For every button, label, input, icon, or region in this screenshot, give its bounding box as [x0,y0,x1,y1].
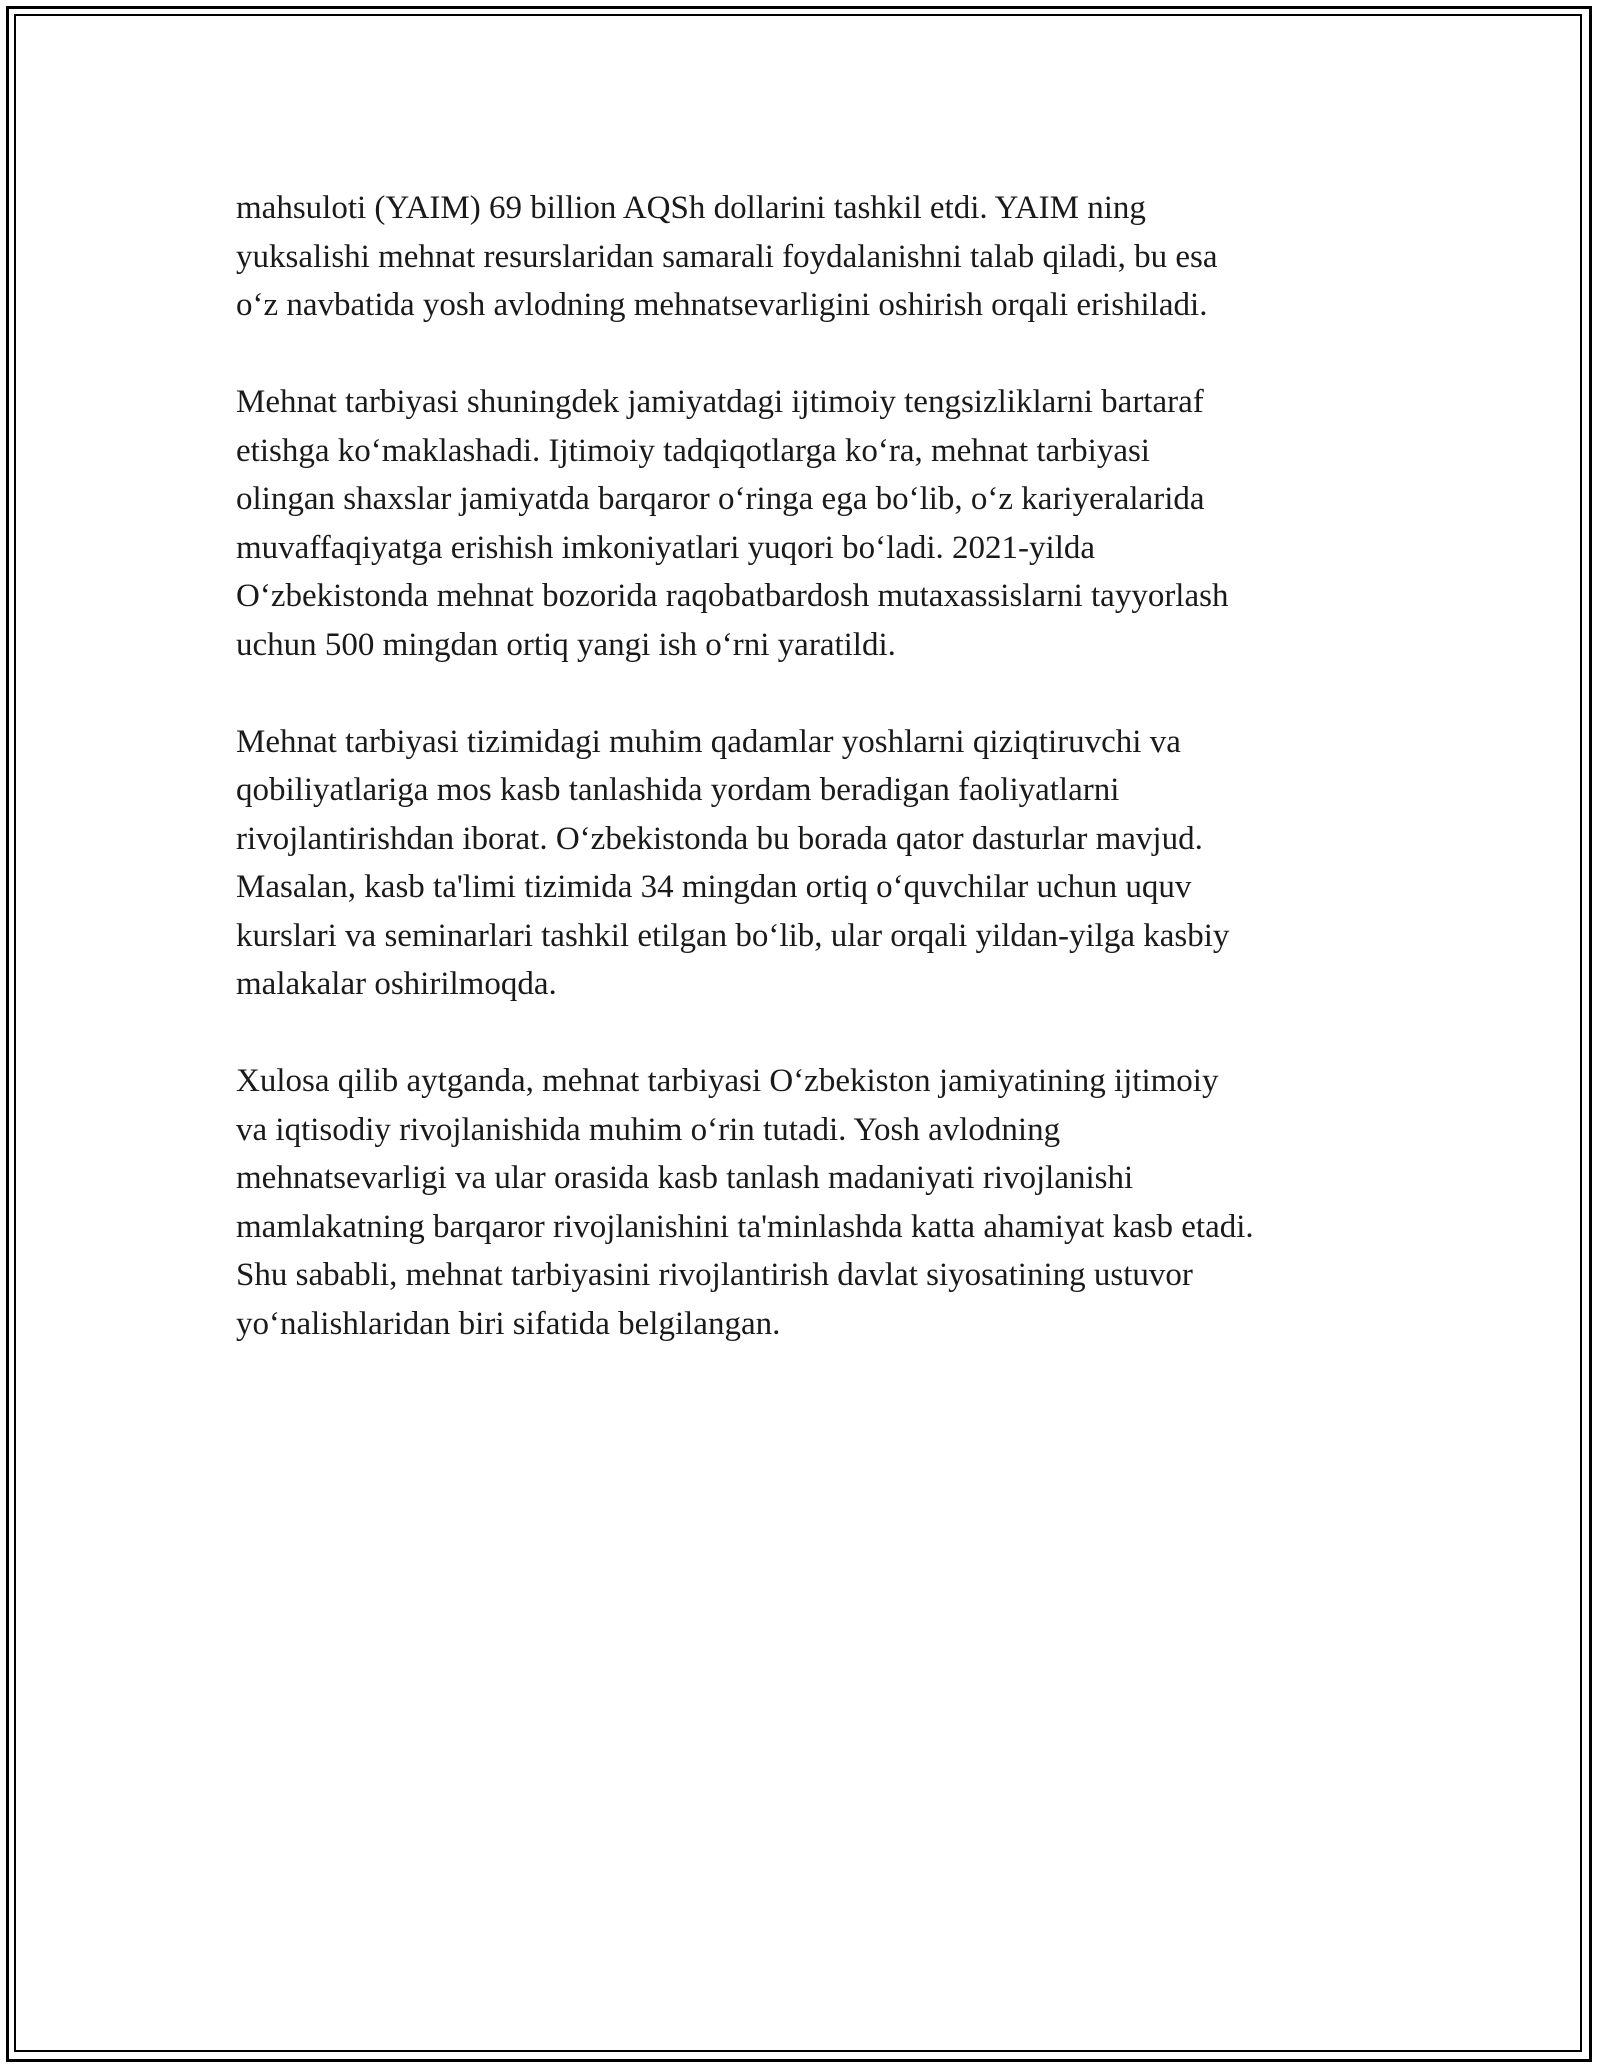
text-line: va iqtisodiy rivojlanishida muhim oʻrin tutadi. Yosh avlodning [236,1111,1061,1148]
text-line: mamlakatning barqaror rivojlanishini ta'minlashda katta ahamiyat kasb etadi. [236,1208,1254,1245]
text-line: uchun 500 mingdan ortiq yangi ish oʻrni yaratildi. [236,626,896,663]
text-line: Xulosa qilib aytganda, mehnat tarbiyasi Oʻzbekiston jamiyatining ijtimoiy [236,1063,1219,1099]
text-line: Mehnat tarbiyasi shuningdek jamiyatdagi ijtimoiy tengsizliklarni bartaraf [236,384,1204,420]
text-line: rivojlantirishdan iborat. Oʻzbekistonda bu borada qator dasturlar mavjud. [236,820,1203,857]
paragraph-2 [236,378,1376,669]
text-line: muvaffaqiyatga erishish imkoniyatlari yuqori boʻladi. 2021-yilda [236,529,1096,566]
text-line: mahsuloti (YAIM) 69 billion AQSh dollarini tashkil etdi. YAIM ning [236,190,1146,226]
document-body [236,184,1376,1397]
text-line: oʻz navbatida yosh avlodning mehnatsevarligini oshirish orqali erishiladi. [236,287,1208,323]
text-line: yoʻnalishlaridan biri sifatida belgilangan. [236,1305,781,1342]
text-line: yuksalishi mehnat resurslaridan samarali foydalanishni talab qiladi, bu esa [236,238,1218,275]
text-line: qobiliyatlariga mos kasb tanlashida yordam beradigan faoliyatlarni [236,772,1120,808]
text-line: Masalan, kasb ta'limi tizimida 34 mingdan ortiq oʻquvchilar uchun uquv [236,869,1192,905]
text-line: kurslari va seminarlari tashkil etilgan boʻlib, ular orqali yildan-yilga kasbiy [236,917,1230,954]
text-line: Shu sababli, mehnat tarbiyasini rivojlantirish davlat siyosatining ustuvor [236,1257,1193,1293]
text-line: Mehnat tarbiyasi tizimidagi muhim qadamlar yoshlarni qiziqtiruvchi va [236,723,1181,760]
paragraph-1 [236,184,1376,330]
text-line: malakalar oshirilmoqda. [236,966,557,1002]
text-line: mehnatsevarligi va ular orasida kasb tanlash madaniyati rivojlanishi [236,1160,1134,1196]
paragraph-4 [236,1057,1376,1348]
text-line: Oʻzbekistonda mehnat bozorida raqobatbardosh mutaxassislarni tayyorlash [236,578,1229,614]
text-line: etishga koʻmaklashadi. Ijtimoiy tadqiqotlarga koʻra, mehnat tarbiyasi [236,432,1150,469]
paragraph-3 [236,718,1376,1009]
text-line: olingan shaxslar jamiyatda barqaror oʻringa ega boʻlib, oʻz kariyeralarida [236,481,1205,517]
